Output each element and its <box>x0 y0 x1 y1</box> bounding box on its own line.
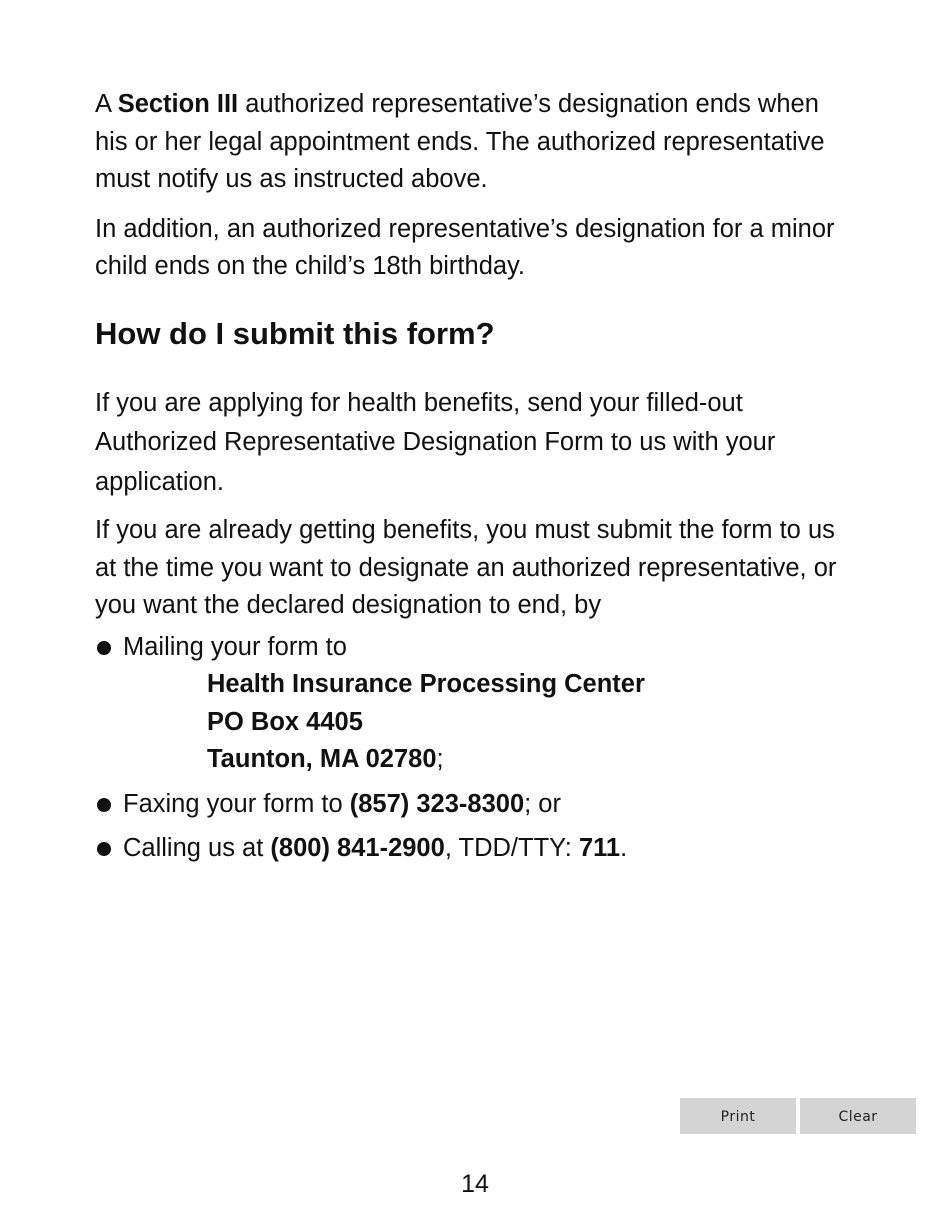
list-item-mail: Mailing your form to Health Insurance Processing Center PO Box 4405 Taunton, MA 02780; <box>95 629 855 779</box>
fax-number: (857) 323-8300 <box>349 789 525 818</box>
section-heading: How do I submit this form? <box>95 315 495 351</box>
clear-button[interactable]: Clear <box>800 1098 916 1134</box>
page-number: 14 <box>461 1170 489 1198</box>
document-page <box>95 86 855 868</box>
tty-number: 711 <box>578 834 621 862</box>
paragraph-section-iii: A Section III authorized representative’s designation ends when his or her legal appointment ends. The authorized representative must notify us as instructed above. <box>95 90 825 193</box>
print-button[interactable]: Print <box>680 1098 796 1134</box>
submission-methods-list <box>95 629 855 868</box>
phone-number: (800) 841-2900 <box>270 834 445 862</box>
bullet-icon <box>97 842 111 856</box>
list-item-fax: Faxing your form to (857) 323-8300; or <box>95 786 855 824</box>
bullet-icon <box>97 798 111 812</box>
bullet-icon <box>97 641 111 655</box>
paragraph-minor-child: In addition, an authorized representative’s designation for a minor child ends on the child’s 18th birthday. <box>95 214 835 280</box>
mailing-address: Health Insurance Processing Center PO Box 4405 Taunton, MA 02780; <box>207 670 645 773</box>
list-item-call: Calling us at (800) 841-2900, TDD/TTY: 711. <box>95 830 855 868</box>
paragraph-applying: If you are applying for health benefits, send your filled-out Authorized Representative Designation Form to us with your application. <box>95 388 776 496</box>
paragraph-already-getting: If you are already getting benefits, you must submit the form to us at the time you want to designate an authorized representative, or you want the declared designation to end, by <box>95 516 837 619</box>
section-iii-label: Section III <box>117 90 239 118</box>
